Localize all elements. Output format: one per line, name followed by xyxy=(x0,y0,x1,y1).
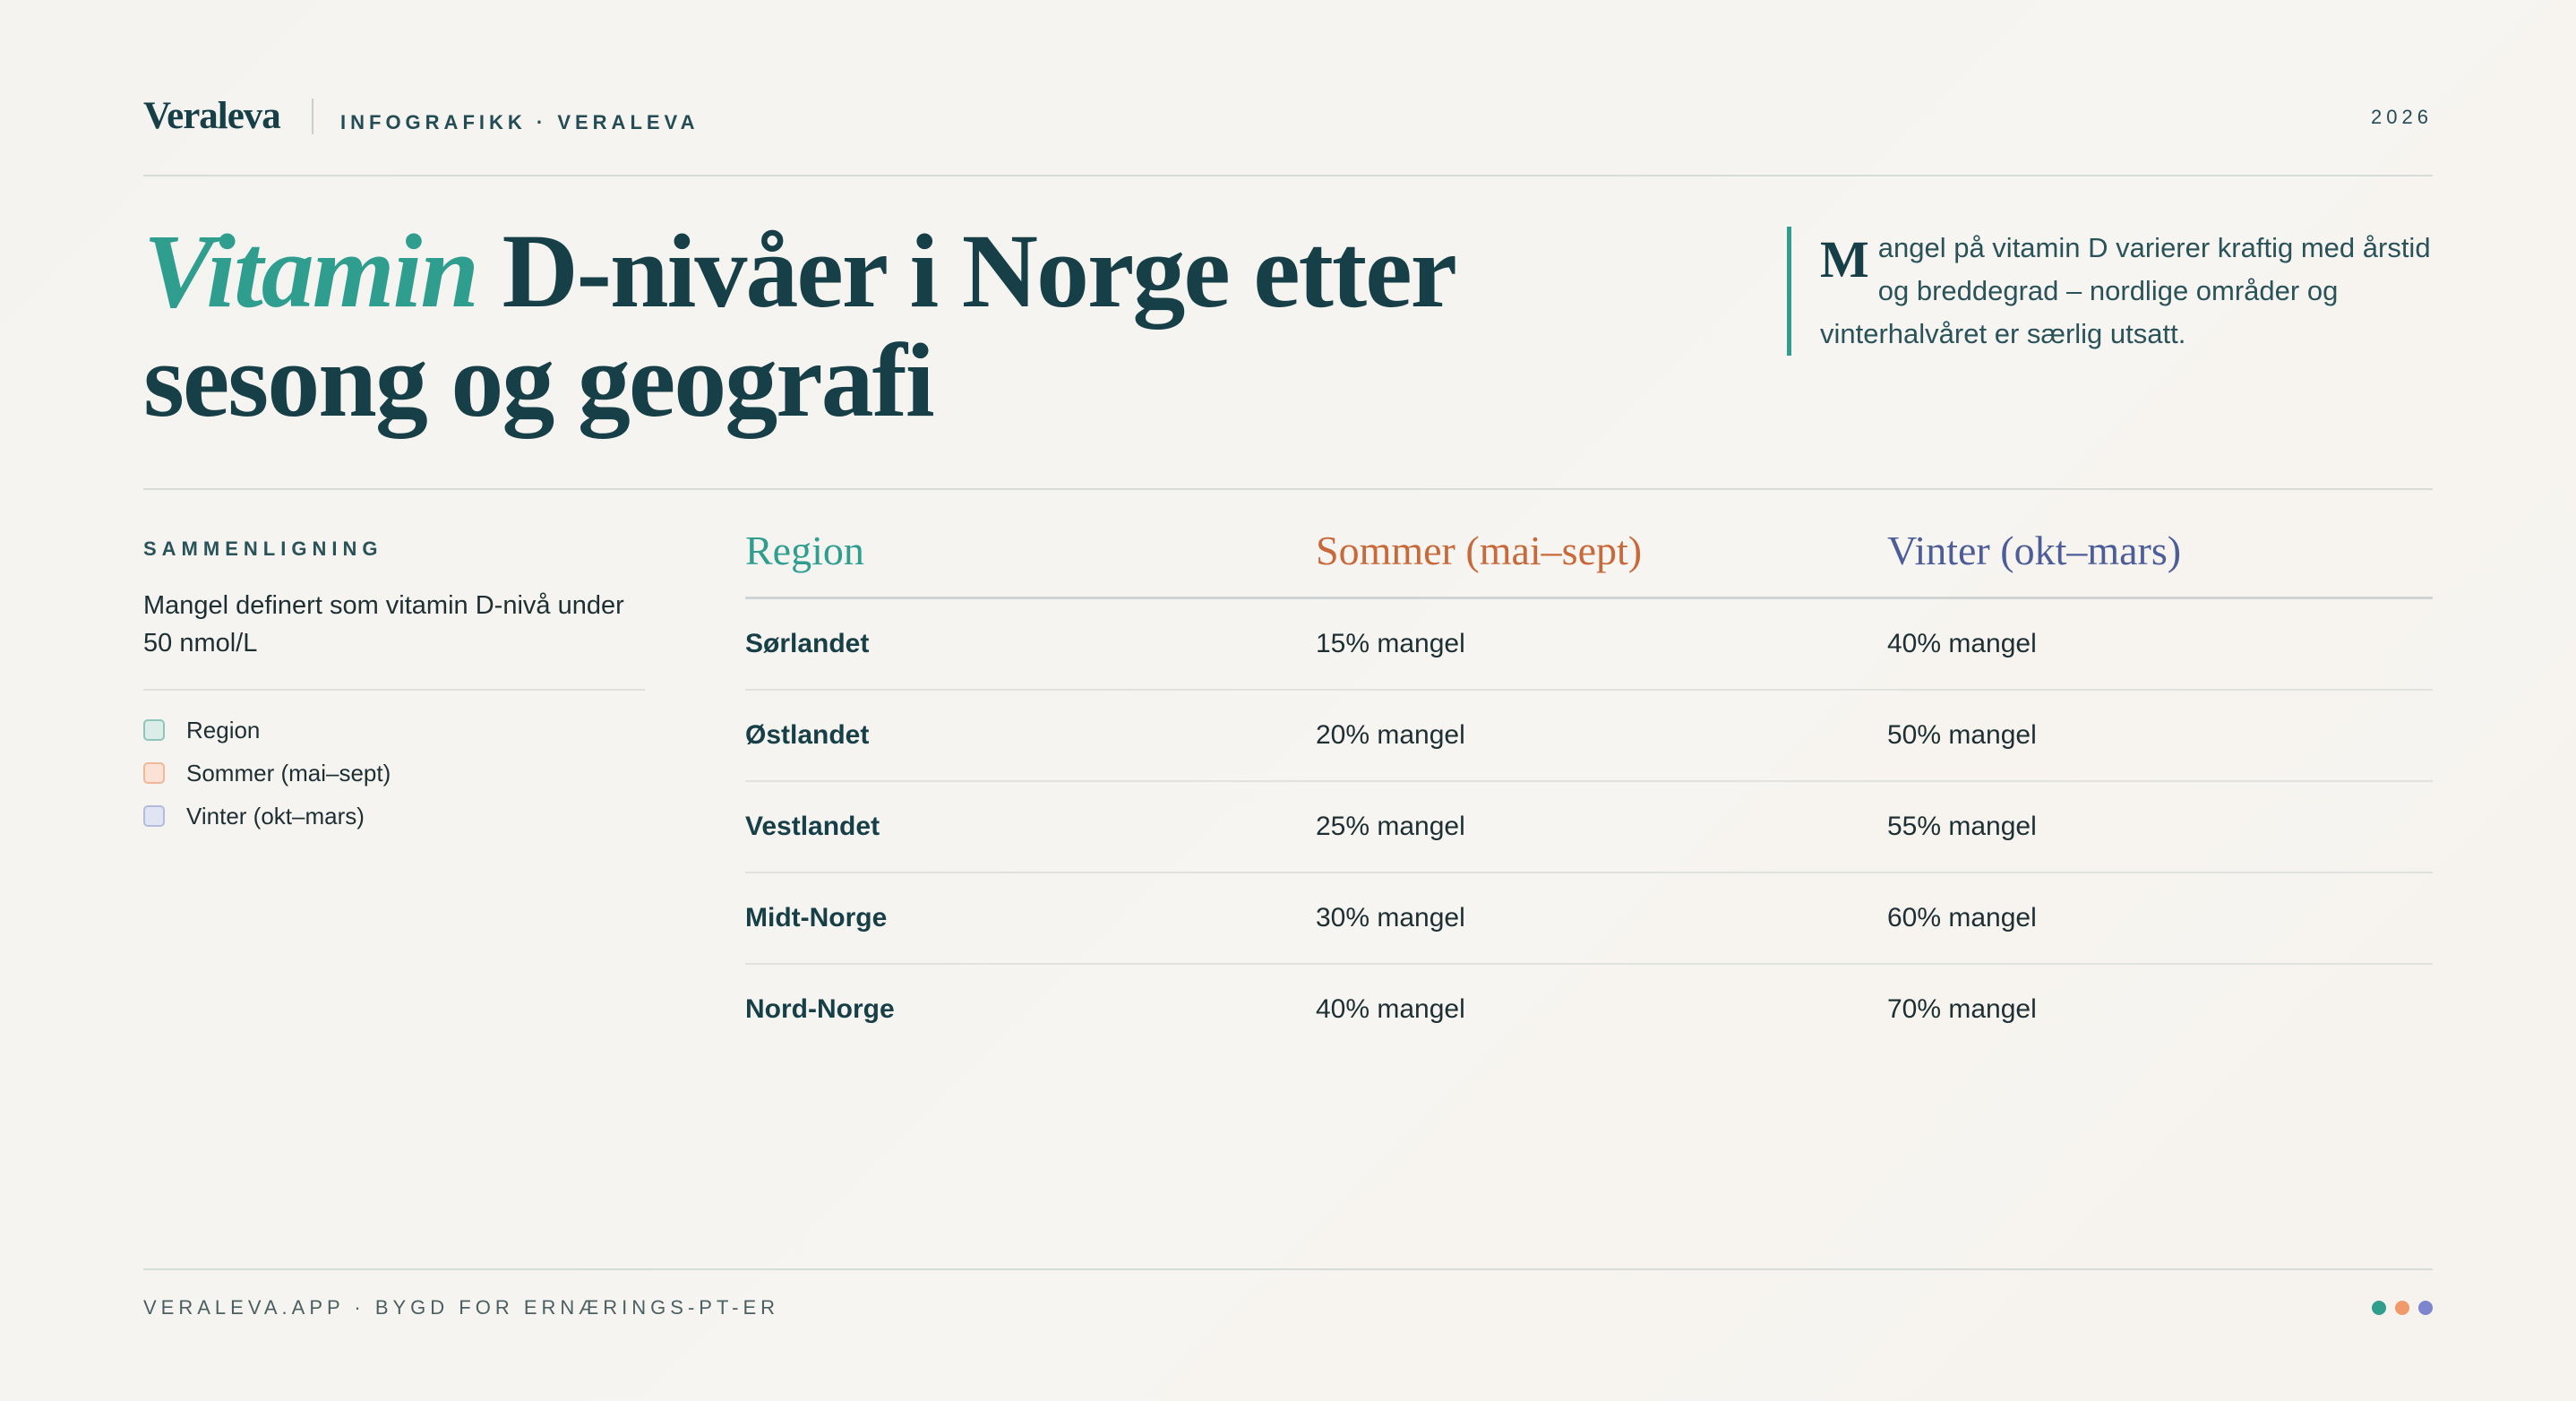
legend-label: Sommer (mai–sept) xyxy=(186,759,391,786)
legend-swatch xyxy=(143,805,165,827)
legend xyxy=(143,709,645,838)
intro-blurb xyxy=(1787,227,2465,356)
footer-divider xyxy=(143,1268,2433,1270)
table-row xyxy=(745,782,2433,873)
legend-label: Vinter (okt–mars) xyxy=(186,802,365,829)
table-header xyxy=(745,520,2433,599)
dot-icon xyxy=(2395,1301,2409,1315)
cell-winter: 50% mangel xyxy=(1887,720,2037,750)
intro-dropcap: M xyxy=(1820,230,1869,288)
cell-summer: 40% mangel xyxy=(1316,994,1465,1024)
title-accent: Vitamin xyxy=(143,212,477,330)
legend-swatch xyxy=(143,719,165,741)
section-divider xyxy=(143,488,2433,490)
cell-region: Nord-Norge xyxy=(745,994,895,1024)
sidebar-label: SAMMENLIGNING xyxy=(143,537,383,560)
header-divider xyxy=(143,175,2433,176)
cell-region: Østlandet xyxy=(745,720,870,750)
cell-region: Sørlandet xyxy=(745,629,870,658)
brand-divider xyxy=(312,99,313,134)
header-region: Region xyxy=(745,528,864,573)
brand-logo: Veraleva xyxy=(143,95,280,137)
title-rest: D-nivåer i Norge etter sesong og geografi xyxy=(143,212,1454,439)
dot-icon xyxy=(2372,1301,2386,1315)
table-row xyxy=(745,965,2433,1054)
legend-swatch xyxy=(143,762,165,784)
header-summer: Sommer (mai–sept) xyxy=(1316,528,1643,573)
cell-summer: 25% mangel xyxy=(1316,812,1465,841)
table-row xyxy=(745,691,2433,782)
intro-text: angel på vitamin D varierer kraftig med årstid og breddegrad – nordlige områder og vinterhalvåret er særlig utsatt. xyxy=(1820,232,2431,349)
cell-winter: 60% mangel xyxy=(1887,903,2037,933)
cell-summer: 20% mangel xyxy=(1316,720,1465,750)
sidebar-divider xyxy=(143,689,645,691)
footer-dots xyxy=(2372,1301,2433,1315)
comparison-sidebar xyxy=(143,533,645,838)
header-winter: Vinter (okt–mars) xyxy=(1887,528,2182,573)
cell-summer: 15% mangel xyxy=(1316,629,1465,658)
cell-region: Vestlandet xyxy=(745,812,880,841)
header xyxy=(143,90,2433,143)
legend-item-region xyxy=(143,709,645,752)
legend-item-winter xyxy=(143,795,645,838)
table-row xyxy=(745,599,2433,691)
legend-item-summer xyxy=(143,752,645,795)
infographic-page xyxy=(143,0,2433,1401)
year-label: 2026 xyxy=(2371,106,2433,128)
cell-winter: 55% mangel xyxy=(1887,812,2037,841)
footer-text: VERALEVA.APP · BYGD FOR ERNÆRINGS-PT-ER xyxy=(143,1296,780,1319)
brand-subtitle: INFOGRAFIKK · VERALEVA xyxy=(340,111,700,133)
sidebar-description: Mangel definert som vitamin D-nivå under 50 nmol/L xyxy=(143,591,624,658)
legend-label: Region xyxy=(186,716,261,743)
deficiency-table xyxy=(745,520,2433,1054)
cell-region: Midt-Norge xyxy=(745,903,888,933)
dot-icon xyxy=(2418,1301,2433,1315)
cell-winter: 40% mangel xyxy=(1887,629,2037,658)
cell-winter: 70% mangel xyxy=(1887,994,2037,1024)
cell-summer: 30% mangel xyxy=(1316,903,1465,933)
table-row xyxy=(745,873,2433,965)
page-title xyxy=(143,212,1666,439)
